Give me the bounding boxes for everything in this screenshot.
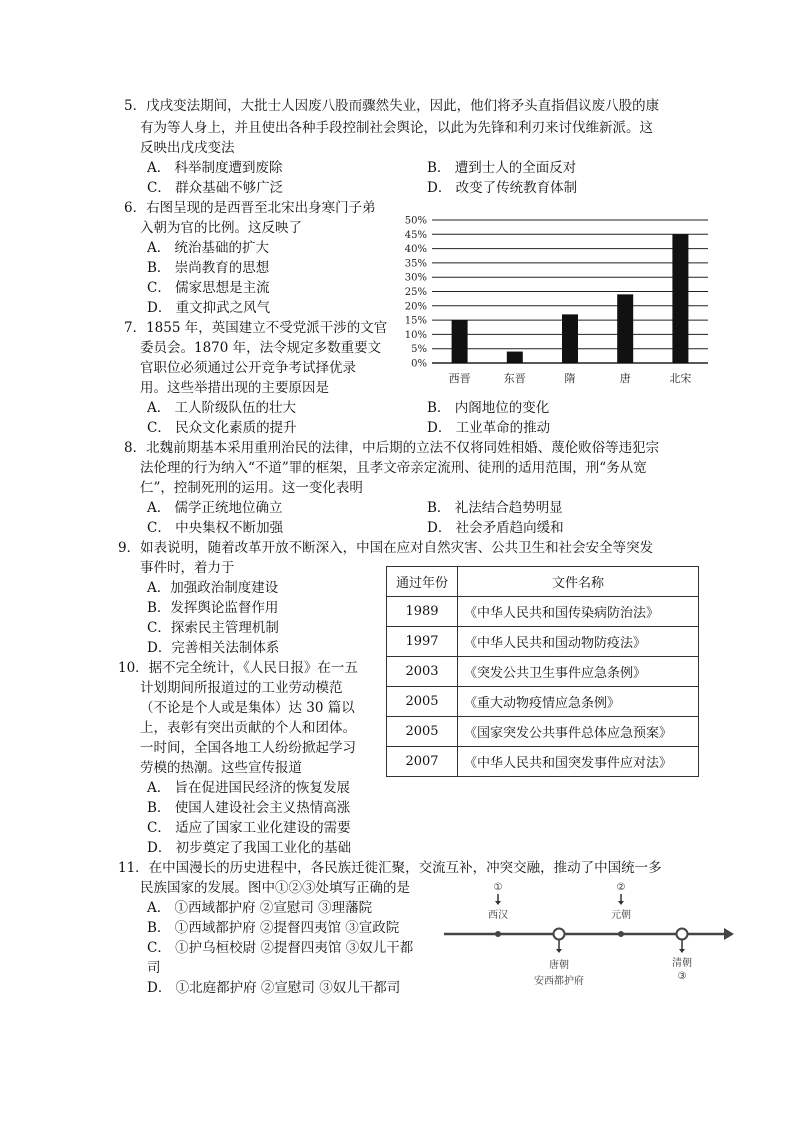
timeline-arrow-icon: [556, 949, 562, 953]
q6-option-c[interactable]: C． 儒家思想是主流: [147, 280, 270, 296]
q11-option-a[interactable]: A． ①西域都护府 ②宣慰司 ③理藩院: [147, 900, 373, 916]
q7-line-4: 用。这些举措出现的主要原因是: [140, 380, 329, 396]
q10-line-1: 10．据不完全统计，《人民日报》在一五: [118, 660, 358, 676]
table-row: [387, 747, 699, 777]
timeline-dot: [618, 931, 624, 937]
timeline-mark-2: ②: [616, 882, 626, 893]
q5-line-3: 反映出戊戌变法: [140, 140, 235, 156]
laws-table: [386, 566, 699, 777]
q10-option-b[interactable]: B． 使国人建设社会主义热情高涨: [147, 800, 351, 816]
q9-option-c[interactable]: C．探索民主管理机制: [147, 620, 279, 636]
table-cell-year: 2007: [387, 747, 458, 777]
q5-option-d[interactable]: D． 改变了传统教育体制: [427, 180, 578, 196]
chart-y-tick-label: 50%: [404, 215, 427, 227]
timeline-arrow-icon: [679, 949, 685, 953]
timeline-mark-3: ③: [677, 971, 687, 982]
table-header-row: [387, 567, 699, 597]
q11-option-b[interactable]: B． ①西域都护府 ②提督四夷馆 ③宣政院: [147, 920, 400, 936]
chart-x-tick-label: 西晋: [448, 372, 471, 385]
chart-y-tick-label: 5%: [411, 344, 427, 356]
q8-option-a[interactable]: A． 儒学正统地位确立: [147, 500, 283, 516]
chart-y-tick-label: 20%: [404, 301, 427, 313]
q10-option-a[interactable]: A． 旨在促进国民经济的恢复发展: [147, 780, 351, 796]
q10-line-2: 计划期间所报道过的工业劳动模范: [140, 680, 343, 696]
timeline-arrow-icon: [495, 901, 501, 905]
q5-line-1: 5．戊戌变法期间，大批士人因废八股而骤然失业，因此，他们将矛头直指倡议废八股的康: [124, 98, 660, 114]
q10-line-4: 上，表彰有突出贡献的个人和团体。: [140, 720, 356, 736]
q11-line-1: 11．在中国漫长的历史进程中，各民族迁徙汇聚，交流互补，冲突交融，推动了中国统一多: [118, 860, 662, 876]
chart-x-tick-label: 隋: [564, 372, 576, 385]
chart-x-tick-label: 北宋: [669, 372, 692, 385]
q7-line-1: 7．1855 年，英国建立不受党派干涉的文官: [124, 320, 388, 336]
q6-line-1: 6．右图呈现的是西晋至北宋出身寒门子弟: [124, 200, 376, 216]
table-row: [387, 627, 699, 657]
q8-line-3: 仁”，控制死刑的运用。这一变化表明: [140, 480, 363, 496]
table-cell-year: 2005: [387, 687, 458, 717]
q6-option-a[interactable]: A． 统治基础的扩大: [147, 240, 270, 256]
table-row: [387, 597, 699, 627]
q9-line-1: 9．如表说明，随着改革开放不断深入，中国在应对自然灾害、公共卫生和社会安全等突发: [118, 540, 654, 556]
timeline-era-yuan: 元朝: [611, 910, 631, 921]
q11-option-c[interactable]: C． ①护乌桓校尉 ②提督四夷馆 ③奴儿干都: [147, 940, 414, 956]
table-cell-title: 《中华人民共和国突发事件应对法》: [458, 747, 699, 777]
q11-option-c-continued[interactable]: 司: [147, 960, 161, 976]
q5-option-a[interactable]: A． 科举制度遭到废除: [147, 160, 283, 176]
chart-x-tick-label: 东晋: [503, 372, 526, 385]
timeline-mark-1: ①: [493, 882, 503, 893]
q10-option-d[interactable]: D． 初步奠定了我国工业化的基础: [147, 840, 352, 856]
q11-line-2: 民族国家的发展。图中①②③处填写正确的是: [140, 880, 410, 896]
table-cell-title: 《国家突发公共事件总体应急预案》: [458, 717, 699, 747]
q8-line-2: 法伦理的行为纳入“不道”罪的框架，且孝文帝亲定流刑、徒刑的适用范围，刑“务从宽: [140, 460, 647, 476]
timeline-era-tang: 唐朝: [549, 960, 569, 971]
table-cell-year: 1989: [387, 597, 458, 627]
chart-bar-1: [452, 320, 468, 363]
chart-bar-5: [672, 234, 688, 363]
table-row: [387, 687, 699, 717]
chart-bar-3: [562, 314, 578, 363]
table-cell-title: 《中华人民共和国动物防疫法》: [458, 627, 699, 657]
table-cell-year: 2005: [387, 717, 458, 747]
chart-y-tick-label: 35%: [404, 258, 427, 270]
timeline-node: [677, 929, 688, 940]
q10-line-3: （不论是个人或是集体）达 30 篇以: [140, 700, 355, 716]
q10-line-5: 一时间，全国各地工人纷纷掀起学习: [140, 740, 356, 756]
timeline-arrow-icon: [618, 901, 624, 905]
chart-y-tick-label: 0%: [411, 358, 427, 370]
chart-y-tick-label: 10%: [404, 329, 427, 341]
table-header: 通过年份: [387, 567, 458, 597]
q7-line-3: 官职位必须通过公开竞争考试择优录: [140, 360, 356, 376]
q7-option-c[interactable]: C． 民众文化素质的提升: [147, 420, 297, 436]
q10-line-6: 劳模的热潮。这些宣传报道: [140, 760, 302, 776]
timeline-era-qing: 清朝: [672, 958, 692, 969]
timeline-node: [554, 929, 565, 940]
table-row: [387, 717, 699, 747]
history-timeline: [440, 878, 740, 990]
q7-line-2: 委员会。1870 年，法令规定多数重要文: [140, 340, 382, 356]
q7-option-b[interactable]: B． 内阁地位的变化: [427, 400, 550, 416]
q9-option-b[interactable]: B．发挥舆论监督作用: [147, 600, 279, 616]
q7-option-a[interactable]: A． 工人阶级队伍的壮大: [147, 400, 297, 416]
chart-y-tick-label: 15%: [404, 315, 427, 327]
q9-option-d[interactable]: D．完善相关法制体系: [147, 640, 280, 656]
q10-option-c[interactable]: C． 适应了国家工业化建设的需要: [147, 820, 351, 836]
table-cell-title: 《中华人民共和国传染病防治法》: [458, 597, 699, 627]
q9-option-a[interactable]: A．加强政治制度建设: [147, 580, 279, 596]
q5-option-c[interactable]: C． 群众基础不够广泛: [147, 180, 284, 196]
q8-line-1: 8．北魏前期基本采用重刑治民的法律，中后期的立法不仅将同姓相婚、蔑伦败俗等违犯宗: [124, 440, 660, 456]
chart-x-tick-label: 唐: [619, 372, 631, 385]
table-cell-title: 《重大动物疫情应急条例》: [458, 687, 699, 717]
timeline-arrow-icon: [724, 928, 734, 940]
timeline-note-anxi: 安西都护府: [534, 976, 584, 987]
timeline-dot: [495, 931, 501, 937]
table-cell-year: 2003: [387, 657, 458, 687]
bar-chart: [392, 210, 712, 390]
q6-option-b[interactable]: B． 崇尚教育的思想: [147, 260, 270, 276]
q6-line-2: 入朝为官的比例。这反映了: [140, 220, 302, 236]
chart-y-tick-label: 45%: [404, 229, 427, 241]
table-cell-year: 1997: [387, 627, 458, 657]
q11-option-d[interactable]: D． ①北庭都护府 ②宣慰司 ③奴儿干都司: [147, 980, 401, 996]
chart-y-tick-label: 25%: [404, 287, 427, 298]
chart-bar-4: [617, 294, 633, 363]
q5-option-b[interactable]: B． 遭到士人的全面反对: [427, 160, 577, 176]
table-cell-title: 《突发公共卫生事件应急条例》: [458, 657, 699, 687]
chart-y-tick-label: 30%: [404, 272, 427, 284]
table-header: 文件名称: [458, 567, 699, 597]
q8-option-b[interactable]: B． 礼法结合趋势明显: [427, 500, 563, 516]
q8-option-c[interactable]: C． 中央集权不断加强: [147, 520, 284, 536]
q5-line-2: 有为等人身上，并且使出各种手段控制社会舆论，以此为先锋和利刃来讨伐维新派。这: [140, 120, 653, 136]
q6-option-d[interactable]: D． 重文抑武之风气: [147, 300, 271, 316]
q8-option-d[interactable]: D． 社会矛盾趋向缓和: [427, 520, 564, 536]
timeline-era-xihan: 西汉: [488, 910, 508, 921]
q9-line-2: 事件时，着力于: [140, 560, 235, 576]
chart-y-tick-label: 40%: [404, 244, 427, 256]
chart-bar-2: [507, 352, 523, 363]
q7-option-d[interactable]: D． 工业革命的推动: [427, 420, 551, 436]
table-row: [387, 657, 699, 687]
